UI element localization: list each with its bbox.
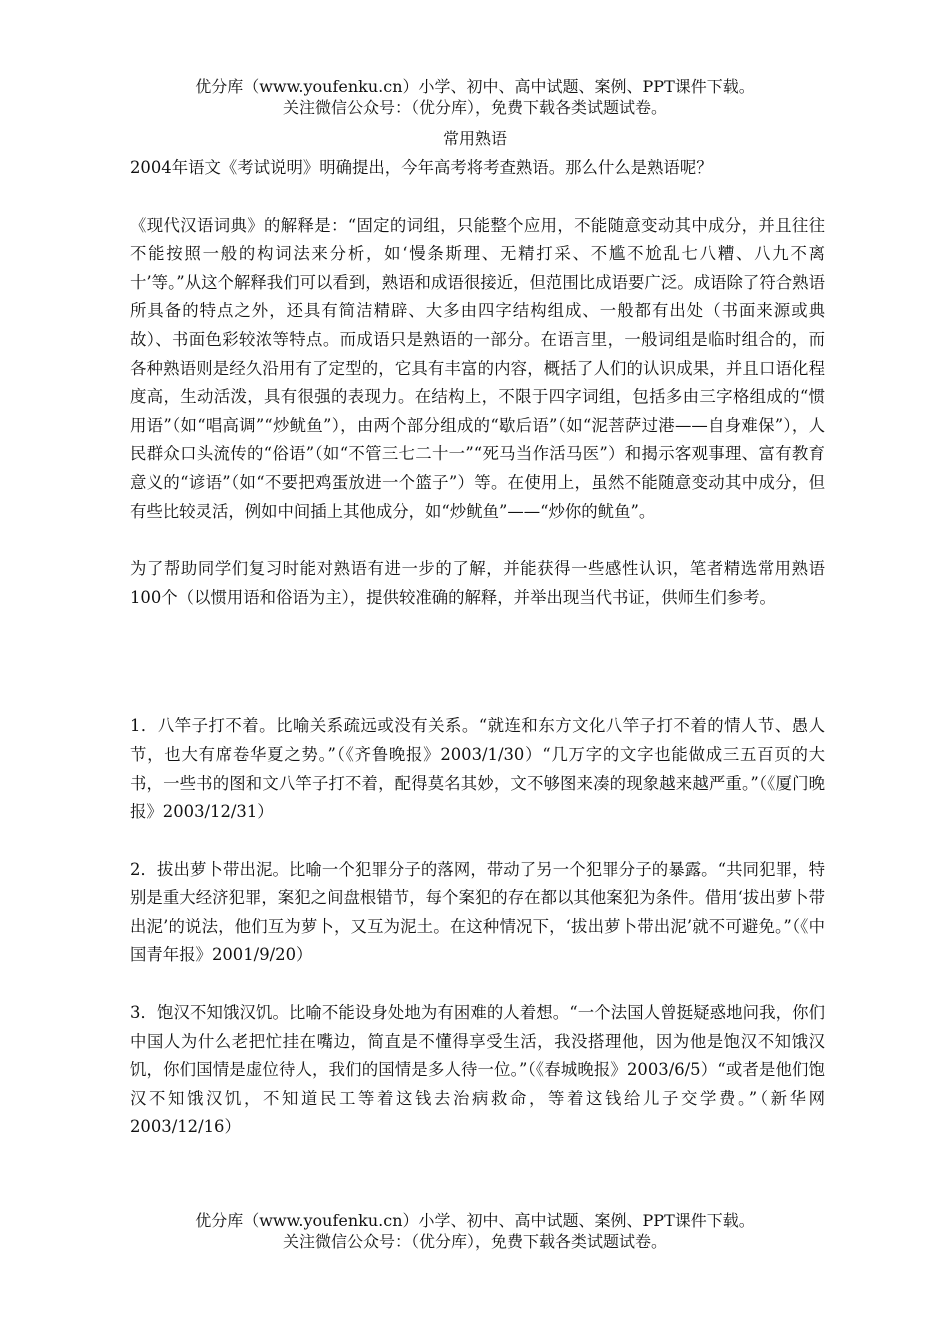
document-body — [130, 154, 825, 1142]
definition-paragraph: 《现代汉语词典》的解释是：“固定的词组，只能整个应用，不能随意变动其中成分，并且往往不能按照一般的构词法来分析，如‘慢条斯理、无精打采、不尴不尬乱七八糟、八九不离十’等。”从这个解释我们可以看到，熟语和成语很接近，但范围比成语要广泛。成语除了符合熟语所具备的特点之外，还具有简洁精辟、大多由四字结构组成、一般都有出处（书面来源或典故）、书面色彩较浓等特点。而成语只是熟语的一部分。在语言里，一般词组是临时组合的，而各种熟语则是经久沿用有了定型的，它具有丰富的内容，概括了人们的认识成果，并且口语化程度高，生动活泼，具有很强的表现力。在结构上，不限于四字词组，包括多由三字格组成的“惯用语”（如“唱高调”“炒鱿鱼”），由两个部分组成的“歇后语”（如“泥菩萨过港——自身难保”），人民群众口头流传的“俗语”（如“不管三七二十一”“死马当作活马医”）和揭示客观事理、富有教育意义的“谚语”（如“不要把鸡蛋放进一个篮子”）等。在使用上，虽然不能随意变动其中成分，但有些比较灵活，例如中间插上其他成分，如“炒鱿鱼”——“炒你的鱿鱼”。 — [130, 215, 825, 521]
purpose-paragraph: 为了帮助同学们复习时能对熟语有进一步的了解，并能获得一些感性认识，笔者精选常用熟语100个（以惯用语和俗语为主），提供较准确的解释，并举出现当代书证，供师生们参考。 — [130, 559, 825, 607]
header-line-1: 优分库（www.youfenku.cn）小学、初中、高中试题、案例、PPT课件下载。 — [195, 77, 755, 96]
header-line-2: 关注微信公众号：（优分库），免费下载各类试题试卷。 — [282, 98, 667, 117]
footer-line-1: 优分库（www.youfenku.cn）小学、初中、高中试题、案例、PPT课件下载。 — [195, 1211, 755, 1230]
document-title: 常用熟语 — [442, 129, 507, 148]
intro-paragraph: 2004年语文《考试说明》明确提出，今年高考将考查熟语。那么什么是熟语呢？ — [130, 158, 713, 177]
entry-2: 2．拔出萝卜带出泥。比喻一个犯罪分子的落网，带动了另一个犯罪分子的暴露。“共同犯罪，特别是重大经济犯罪，案犯之间盘根错节，每个案犯的存在都以其他案犯为条件。借用‘拔出萝卜带出泥’的说法，他们互为萝卜，又互为泥土。在这种情况下，‘拔出萝卜带出泥’就不可避免。”（《中国青年报》2001/9/20） — [130, 859, 825, 965]
entry-3: 3．饱汉不知饿汉饥。比喻不能设身处地为有困难的人着想。“一个法国人曾挺疑惑地问我，你们中国人为什么老把忙挂在嘴边，简直是不懂得享受生活，我没搭理他，因为他是饱汉不知饿汉饥，你们国情是虚位待人，我们的国情是多人待一位。”（《春城晚报》2003/6/5）“或者是他们饱汉不知饿汉饥，不知道民工等着这钱去治病救命，等着这钱给儿子交学费。”（新华网2003/12/16） — [130, 1003, 825, 1137]
page-header — [0, 76, 950, 118]
page-footer — [0, 1210, 950, 1252]
entry-1: 1．八竿子打不着。比喻关系疏远或没有关系。“就连和东方文化八竿子打不着的情人节、愚人节，也大有席卷华夏之势。”（《齐鲁晚报》2003/1/30）“几万字的文字也能做成三五百页的大书，一些书的图和文八竿子打不着，配得莫名其妙，文不够图来凑的现象越来越严重。”（《厦门晚报》2003/12/31） — [130, 716, 825, 822]
footer-line-2: 关注微信公众号：（优分库），免费下载各类试题试卷。 — [282, 1232, 667, 1251]
